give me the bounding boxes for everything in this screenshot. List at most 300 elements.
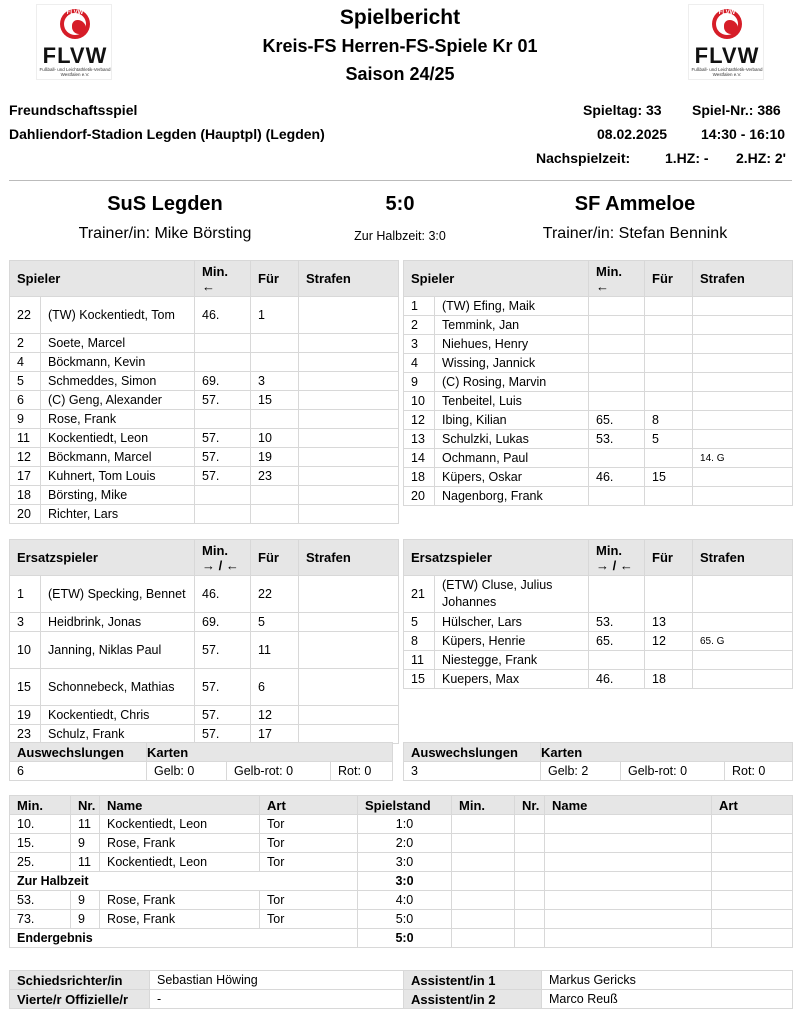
fourth-official-label: Vierte/r Offizielle/r: [10, 990, 150, 1009]
penalty: [299, 297, 399, 334]
sub-minute: 46.: [589, 670, 645, 689]
player-name: Börsting, Mike: [41, 486, 195, 505]
player-name: Küpers, Oskar: [435, 468, 589, 487]
shirt-number: 23: [10, 725, 41, 744]
player-name: (TW) Efing, Maik: [435, 297, 589, 316]
player-row: [10, 372, 399, 391]
player-row: [10, 669, 399, 706]
goal-minute: 10.: [10, 815, 71, 834]
replaced-number: 1: [251, 297, 299, 334]
overtime-second-half: 2.HZ: 2': [736, 150, 787, 166]
sub-minute: 46.: [589, 468, 645, 487]
shirt-number: 15: [404, 670, 435, 689]
sub-minute: 57.: [195, 467, 251, 486]
subs-players-header: Ersatzspieler: [10, 540, 195, 576]
yellow-cards: Gelb: 0: [147, 762, 227, 781]
sub-minute: 46.: [195, 576, 251, 613]
replaced-number: 15: [251, 391, 299, 410]
halftime-score: Zur Halbzeit: 3:0: [354, 229, 446, 243]
away-goal-cell: [712, 872, 793, 891]
goal-name-header: Name: [100, 796, 260, 815]
replaced-number: [645, 297, 693, 316]
match-date: 08.02.2025: [597, 126, 668, 142]
replaced-number: 3: [251, 372, 299, 391]
player-row: [404, 576, 793, 613]
referee-name: Sebastian Höwing: [150, 971, 404, 990]
penalties-header: Strafen: [693, 261, 793, 297]
shirt-number: 21: [404, 576, 435, 613]
away-goal-cell: [712, 910, 793, 929]
player-name: Schmeddes, Simon: [41, 372, 195, 391]
player-row: [404, 449, 793, 468]
away-goal-cell: [515, 834, 545, 853]
shirt-number: 19: [10, 706, 41, 725]
player-row: [10, 467, 399, 486]
penalty: [299, 505, 399, 524]
match-type: Freundschaftsspiel: [9, 102, 138, 118]
away-trainer: Trainer/in: Stefan Bennink: [542, 225, 728, 242]
player-row: [404, 297, 793, 316]
goal-scorer-number: 9: [71, 891, 100, 910]
replaced-number: [645, 576, 693, 613]
fourth-official-name: -: [150, 990, 404, 1009]
player-row: [404, 354, 793, 373]
shirt-number: 2: [10, 334, 41, 353]
away-goal-cell: [515, 872, 545, 891]
subs-header-row: [404, 540, 793, 576]
replaced-number: [645, 373, 693, 392]
away-goal-cell: [545, 853, 712, 872]
player-row: [10, 613, 399, 632]
player-row: [404, 487, 793, 506]
sub-minute: [195, 486, 251, 505]
penalty: [693, 335, 793, 354]
substitutions-header: Auswechslungen: [404, 743, 541, 762]
for-header: Für: [251, 261, 299, 297]
home-trainer: Trainer/in: Mike Börsting: [78, 225, 252, 242]
player-name: Temmink, Jan: [435, 316, 589, 335]
sub-minute: [589, 354, 645, 373]
player-row: [404, 411, 793, 430]
player-name: Wissing, Jannick: [435, 354, 589, 373]
sub-minute: [589, 392, 645, 411]
sub-minute: 65.: [589, 632, 645, 651]
player-row: [10, 486, 399, 505]
player-row: [404, 335, 793, 354]
goal-min-header: Min.: [452, 796, 515, 815]
away-goal-cell: [452, 872, 515, 891]
goal-minute: 15.: [10, 834, 71, 853]
summary-score: 3:0: [358, 872, 452, 891]
player-row: [10, 706, 399, 725]
shirt-number: 18: [10, 486, 41, 505]
shirt-number: 10: [10, 632, 41, 669]
home-subs-table: [9, 539, 399, 744]
player-name: Nagenborg, Frank: [435, 487, 589, 506]
goal-type: Tor: [260, 815, 358, 834]
sub-minute: 57.: [195, 632, 251, 669]
goal-row: [10, 815, 793, 834]
player-row: [10, 334, 399, 353]
logo-subtext: Fußball- und Leichtathletik-Verband Westfalen e.V.: [691, 67, 763, 77]
goal-scorer-number: 11: [71, 815, 100, 834]
player-row: [10, 353, 399, 372]
goal-scorer-number: 9: [71, 834, 100, 853]
player-row: [404, 468, 793, 487]
goal-scorer-number: 9: [71, 910, 100, 929]
shirt-number: 12: [404, 411, 435, 430]
away-goal-cell: [545, 872, 712, 891]
sub-minute: [589, 449, 645, 468]
goal-score: 4:0: [358, 891, 452, 910]
player-name: Richter, Lars: [41, 505, 195, 524]
goal-name-header: Name: [545, 796, 712, 815]
penalty: [299, 467, 399, 486]
match-number: Spiel-Nr.: 386: [692, 102, 781, 118]
sub-minute: 53.: [589, 430, 645, 449]
shirt-number: 9: [10, 410, 41, 429]
player-row: [10, 297, 399, 334]
red-cards: Rot: 0: [725, 762, 793, 781]
replaced-number: [251, 353, 299, 372]
shirt-number: 11: [404, 651, 435, 670]
shirt-number: 1: [404, 297, 435, 316]
cards-header: Karten: [147, 743, 393, 762]
divider: [9, 180, 792, 181]
yellow-red-cards: Gelb-rot: 0: [227, 762, 331, 781]
red-cards: Rot: 0: [331, 762, 393, 781]
replaced-number: 18: [645, 670, 693, 689]
player-name: Soete, Marcel: [41, 334, 195, 353]
logo-wordmark: FLVW: [42, 43, 108, 68]
sub-minute: [589, 373, 645, 392]
sub-minute: [195, 334, 251, 353]
player-row: [404, 613, 793, 632]
replaced-number: [645, 392, 693, 411]
goal-score-header: Spielstand: [358, 796, 452, 815]
replaced-number: [645, 449, 693, 468]
competition-title: Kreis-FS Herren-FS-Spiele Kr 01: [262, 36, 538, 56]
penalties-header: Strafen: [299, 261, 399, 297]
goal-row: [10, 834, 793, 853]
player-row: [10, 576, 399, 613]
replaced-number: 10: [251, 429, 299, 448]
flvw-logo-right: [688, 4, 764, 80]
referee-label: Schiedsrichter/in: [10, 971, 150, 990]
assistant2-name: Marco Reuß: [542, 990, 793, 1009]
replaced-number: 11: [251, 632, 299, 669]
goal-minute: 25.: [10, 853, 71, 872]
away-lineup-table: [403, 260, 793, 506]
player-row: [404, 632, 793, 651]
shirt-number: 15: [10, 669, 41, 706]
for-header: Für: [645, 540, 693, 576]
player-row: [10, 505, 399, 524]
sub-minute: [589, 316, 645, 335]
shirt-number: 5: [10, 372, 41, 391]
penalty: [693, 354, 793, 373]
sub-minute: [589, 297, 645, 316]
penalty: [693, 576, 793, 613]
penalty: [299, 372, 399, 391]
penalty: [299, 576, 399, 613]
away-goal-cell: [452, 853, 515, 872]
goal-type-header: Art: [712, 796, 793, 815]
player-name: (C) Geng, Alexander: [41, 391, 195, 410]
horse-crest-icon: FLVW: [60, 9, 90, 39]
replaced-number: 8: [645, 411, 693, 430]
overtime-label: Nachspielzeit:: [536, 150, 631, 166]
goal-type: Tor: [260, 910, 358, 929]
shirt-number: 10: [404, 392, 435, 411]
penalty: [693, 651, 793, 670]
sub-minute: [589, 335, 645, 354]
goal-type-header: Art: [260, 796, 358, 815]
away-goal-cell: [712, 834, 793, 853]
player-name: Kuhnert, Tom Louis: [41, 467, 195, 486]
penalty: [299, 706, 399, 725]
goal-type: Tor: [260, 853, 358, 872]
min-header: Min. ←: [589, 261, 645, 297]
shirt-number: 3: [10, 613, 41, 632]
shirt-number: 3: [404, 335, 435, 354]
overtime-first-half: 1.HZ: -: [665, 150, 709, 166]
sub-minute: 57.: [195, 429, 251, 448]
away-goal-cell: [515, 929, 545, 948]
sub-minute: 57.: [195, 706, 251, 725]
summary-score: 5:0: [358, 929, 452, 948]
for-header: Für: [645, 261, 693, 297]
away-cards-table: [403, 742, 793, 781]
away-goal-cell: [545, 929, 712, 948]
player-name: Ochmann, Paul: [435, 449, 589, 468]
shirt-number: 4: [10, 353, 41, 372]
final-score: 5:0: [385, 193, 415, 215]
player-row: [10, 632, 399, 669]
away-goal-cell: [515, 815, 545, 834]
replaced-number: [251, 505, 299, 524]
shirt-number: 9: [404, 373, 435, 392]
player-name: Janning, Niklas Paul: [41, 632, 195, 669]
goal-row: [10, 891, 793, 910]
away-goal-cell: [712, 929, 793, 948]
matchday: Spieltag: 33: [583, 102, 662, 118]
goals-table: [9, 795, 793, 948]
goal-scorer-name: Kockentiedt, Leon: [100, 853, 260, 872]
away-goal-cell: [452, 910, 515, 929]
sub-minute: [589, 576, 645, 613]
lineup-header-row: [404, 261, 793, 297]
penalty: 14. G: [693, 449, 793, 468]
logo-wordmark: FLVW: [694, 43, 760, 68]
min-header: Min. → / ←: [589, 540, 645, 576]
penalties-header: Strafen: [299, 540, 399, 576]
goal-no-header: Nr.: [71, 796, 100, 815]
player-name: Schulzki, Lukas: [435, 430, 589, 449]
page-title: Spielbericht: [339, 6, 461, 29]
home-cards-table: [9, 742, 393, 781]
goal-minute: 53.: [10, 891, 71, 910]
assistant1-name: Markus Gericks: [542, 971, 793, 990]
penalty: [299, 613, 399, 632]
player-name: Schulz, Frank: [41, 725, 195, 744]
goal-scorer-name: Rose, Frank: [100, 910, 260, 929]
yellow-cards: Gelb: 2: [541, 762, 621, 781]
goal-row: [10, 910, 793, 929]
player-name: Kockentiedt, Chris: [41, 706, 195, 725]
player-name: Niehues, Henry: [435, 335, 589, 354]
player-row: [10, 391, 399, 410]
away-goal-cell: [712, 853, 793, 872]
substitutions-header: Auswechslungen: [10, 743, 147, 762]
shirt-number: 20: [10, 505, 41, 524]
sub-minute: 69.: [195, 372, 251, 391]
goal-scorer-name: Rose, Frank: [100, 891, 260, 910]
penalties-header: Strafen: [693, 540, 793, 576]
player-name: (ETW) Cluse, Julius Johannes: [435, 576, 589, 613]
replaced-number: [645, 487, 693, 506]
assistant2-label: Assistent/in 2: [404, 990, 542, 1009]
replaced-number: 23: [251, 467, 299, 486]
player-row: [10, 725, 399, 744]
away-goal-cell: [452, 815, 515, 834]
away-goal-cell: [452, 891, 515, 910]
sub-minute: 57.: [195, 725, 251, 744]
away-goal-cell: [515, 853, 545, 872]
sub-minute: 57.: [195, 669, 251, 706]
match-time: 14:30 - 16:10: [701, 126, 786, 142]
penalty: [299, 486, 399, 505]
player-row: [404, 651, 793, 670]
replaced-number: 12: [645, 632, 693, 651]
goal-score: 2:0: [358, 834, 452, 853]
shirt-number: 20: [404, 487, 435, 506]
penalty: [693, 392, 793, 411]
shirt-number: 6: [10, 391, 41, 410]
sub-minute: [589, 651, 645, 670]
goal-summary-row: [10, 929, 793, 948]
player-row: [404, 670, 793, 689]
player-name: Hülscher, Lars: [435, 613, 589, 632]
season-title: Saison 24/25: [345, 64, 455, 84]
goal-scorer-name: Rose, Frank: [100, 834, 260, 853]
away-goal-cell: [545, 891, 712, 910]
goal-summary-row: [10, 872, 793, 891]
shirt-number: 14: [404, 449, 435, 468]
penalty: [299, 632, 399, 669]
replaced-number: [645, 316, 693, 335]
goal-no-header: Nr.: [515, 796, 545, 815]
flvw-logo-left: [36, 4, 112, 80]
shirt-number: 8: [404, 632, 435, 651]
goals-header-row: [10, 796, 793, 815]
player-name: Kuepers, Max: [435, 670, 589, 689]
shirt-number: 2: [404, 316, 435, 335]
shirt-number: 17: [10, 467, 41, 486]
player-name: Niestegge, Frank: [435, 651, 589, 670]
venue: Dahliendorf-Stadion Legden (Hauptpl) (Legden): [9, 126, 325, 142]
player-row: [404, 373, 793, 392]
player-name: Kockentiedt, Leon: [41, 429, 195, 448]
penalty: [693, 468, 793, 487]
shirt-number: 4: [404, 354, 435, 373]
away-goal-cell: [515, 891, 545, 910]
penalty: [693, 430, 793, 449]
player-row: [404, 430, 793, 449]
penalty: [299, 334, 399, 353]
goal-type: Tor: [260, 834, 358, 853]
player-row: [10, 448, 399, 467]
shirt-number: 18: [404, 468, 435, 487]
shirt-number: 11: [10, 429, 41, 448]
summary-label: Zur Halbzeit: [10, 872, 358, 891]
replaced-number: 5: [251, 613, 299, 632]
replaced-number: [251, 486, 299, 505]
player-row: [10, 410, 399, 429]
subs-players-header: Ersatzspieler: [404, 540, 589, 576]
sub-minute: 69.: [195, 613, 251, 632]
penalty: [299, 669, 399, 706]
shirt-number: 22: [10, 297, 41, 334]
logo-subtext: Fußball- und Leichtathletik-Verband Westfalen e.V.: [39, 67, 111, 77]
sub-minute: 65.: [589, 411, 645, 430]
sub-minute: 46.: [195, 297, 251, 334]
away-goal-cell: [452, 929, 515, 948]
player-name: Böckmann, Kevin: [41, 353, 195, 372]
goal-type: Tor: [260, 891, 358, 910]
goal-score: 5:0: [358, 910, 452, 929]
goal-row: [10, 853, 793, 872]
goal-scorer-name: Kockentiedt, Leon: [100, 815, 260, 834]
substitutions-count: 3: [404, 762, 541, 781]
subs-header-row: [10, 540, 399, 576]
replaced-number: 12: [251, 706, 299, 725]
substitutions-count: 6: [10, 762, 147, 781]
replaced-number: 6: [251, 669, 299, 706]
sub-minute: [195, 410, 251, 429]
replaced-number: [251, 410, 299, 429]
away-goal-cell: [515, 910, 545, 929]
player-name: (TW) Kockentiedt, Tom: [41, 297, 195, 334]
replaced-number: [645, 335, 693, 354]
away-goal-cell: [545, 815, 712, 834]
player-row: [10, 429, 399, 448]
replaced-number: 5: [645, 430, 693, 449]
penalty: [693, 487, 793, 506]
away-subs-table: [403, 539, 793, 689]
penalty: [299, 448, 399, 467]
sub-minute: 53.: [589, 613, 645, 632]
penalty: [299, 353, 399, 372]
min-header: Min. → / ←: [195, 540, 251, 576]
away-goal-cell: [452, 834, 515, 853]
penalty: 65. G: [693, 632, 793, 651]
lineup-header-row: [10, 261, 399, 297]
penalty: [693, 411, 793, 430]
sub-minute: [195, 353, 251, 372]
replaced-number: 17: [251, 725, 299, 744]
away-goal-cell: [545, 910, 712, 929]
away-goal-cell: [545, 834, 712, 853]
penalty: [693, 613, 793, 632]
replaced-number: 19: [251, 448, 299, 467]
player-name: Rose, Frank: [41, 410, 195, 429]
player-row: [404, 392, 793, 411]
player-name: Böckmann, Marcel: [41, 448, 195, 467]
sub-minute: 57.: [195, 448, 251, 467]
away-team-name: SF Ammeloe: [574, 193, 696, 215]
goal-score: 3:0: [358, 853, 452, 872]
